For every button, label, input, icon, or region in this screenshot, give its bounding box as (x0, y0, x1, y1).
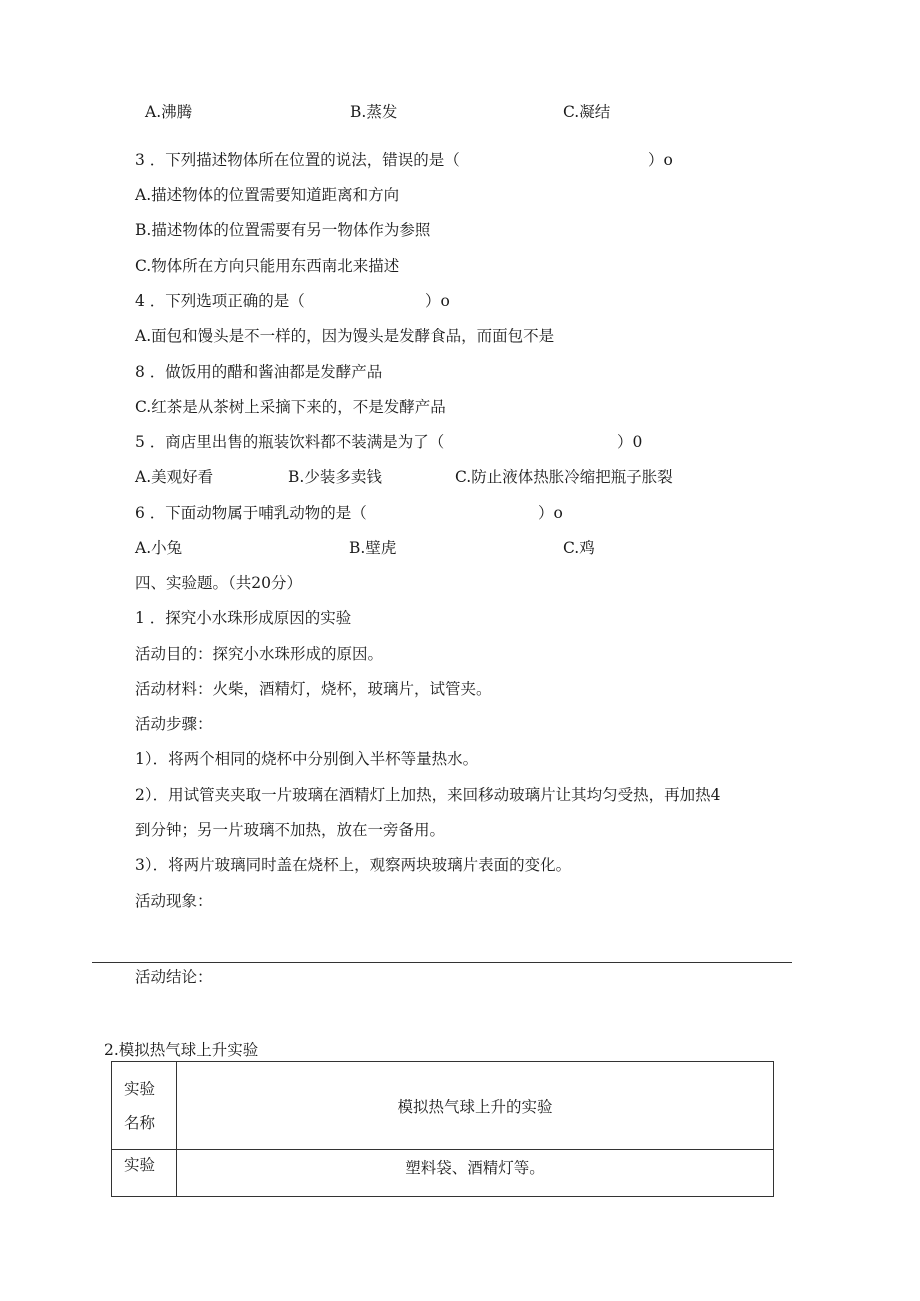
q2-option-a: A.沸腾 (145, 103, 193, 121)
experiment-table (111, 1061, 774, 1197)
activity-phenomenon-label: 活动现象： (135, 892, 213, 910)
q4-option-a: A.面包和馒头是不一样的，因为馒头是发酵食品，而面包不是 (135, 327, 555, 345)
table-cell-value: 塑料袋、酒精灯等。 (177, 1150, 774, 1197)
table-row (112, 1150, 774, 1197)
q3-option-b: B.描述物体的位置需要有另一物体作为参照 (135, 221, 431, 239)
q4-close: ）o (425, 292, 450, 310)
q6-stem: 6 ．下面动物属于哺乳动物的是（ (135, 504, 367, 522)
q3-option-c: C.物体所在方向只能用东西南北来描述 (135, 257, 400, 275)
q5-options (0, 467, 920, 487)
table-row (112, 1062, 774, 1150)
table-cell-label (112, 1150, 177, 1197)
q6-option-c: C.鸡 (563, 539, 595, 557)
step-2-line-2: 到分钟；另一片玻璃不加热，放在一旁备用。 (135, 821, 446, 839)
q5-stem: 5 ．商店里出售的瓶装饮料都不装满是为了（ (135, 433, 445, 451)
q3-option-a: A.描述物体的位置需要知道距离和方向 (135, 186, 400, 204)
activity-steps-label: 活动步骤： (135, 715, 213, 733)
table-label-line-1: 实验 (124, 1079, 156, 1098)
answer-line (92, 962, 792, 963)
q6-options (0, 538, 920, 558)
q5-option-a: A.美观好看 (135, 468, 214, 486)
q5-close: ）0 (617, 433, 643, 451)
q6-close: ）o (538, 504, 563, 522)
step-2-line-1: 2）．用试管夹夹取一片玻璃在酒精灯上加热，来回移动玻璃片让其均匀受热，再加热4 (135, 786, 721, 804)
q4-stem: 4 ．下列选项正确的是（ (135, 292, 305, 310)
q2-options (0, 102, 920, 122)
section-heading: 四、实验题。（共20分） (135, 574, 302, 592)
q3-stem: 3 ．下列描述物体所在位置的说法，错误的是（ (135, 151, 460, 169)
activity-conclusion-label: 活动结论： (135, 968, 213, 986)
q2-option-b: B.蒸发 (350, 103, 398, 121)
q4-option-b: 8 ．做饭用的醋和酱油都是发酵产品 (135, 363, 383, 381)
table-label-line-1: 实验 (124, 1156, 156, 1174)
table-cell-label (112, 1062, 177, 1150)
activity-materials: 活动材料：火柴，酒精灯，烧杯，玻璃片，试管夹。 (135, 680, 492, 698)
q6-option-a: A.小兔 (135, 539, 183, 557)
q4-option-c: C.红茶是从茶树上采摘下来的，不是发酵产品 (135, 398, 446, 416)
q6-option-b: B.壁虎 (349, 539, 397, 557)
table-cell-value: 模拟热气球上升的实验 (177, 1062, 774, 1150)
experiment-1-title: 1 ．探究小水珠形成原因的实验 (135, 609, 352, 627)
q2-option-c: C.凝结 (563, 103, 611, 121)
experiment-2-title: 2.模拟热气球上升实验 (104, 1041, 259, 1059)
q5-option-b: B.少装多卖钱 (288, 468, 382, 486)
activity-purpose: 活动目的：探究小水珠形成的原因。 (135, 645, 384, 663)
q5-option-c: C.防止液体热胀冷缩把瓶子胀裂 (455, 468, 673, 486)
table-label-line-2: 名称 (124, 1113, 156, 1132)
q3-close: ）o (648, 151, 673, 169)
step-3: 3）．将两片玻璃同时盖在烧杯上，观察两块玻璃片表面的变化。 (135, 856, 572, 874)
step-1: 1）．将两个相同的烧杯中分别倒入半杯等量热水。 (135, 750, 479, 768)
